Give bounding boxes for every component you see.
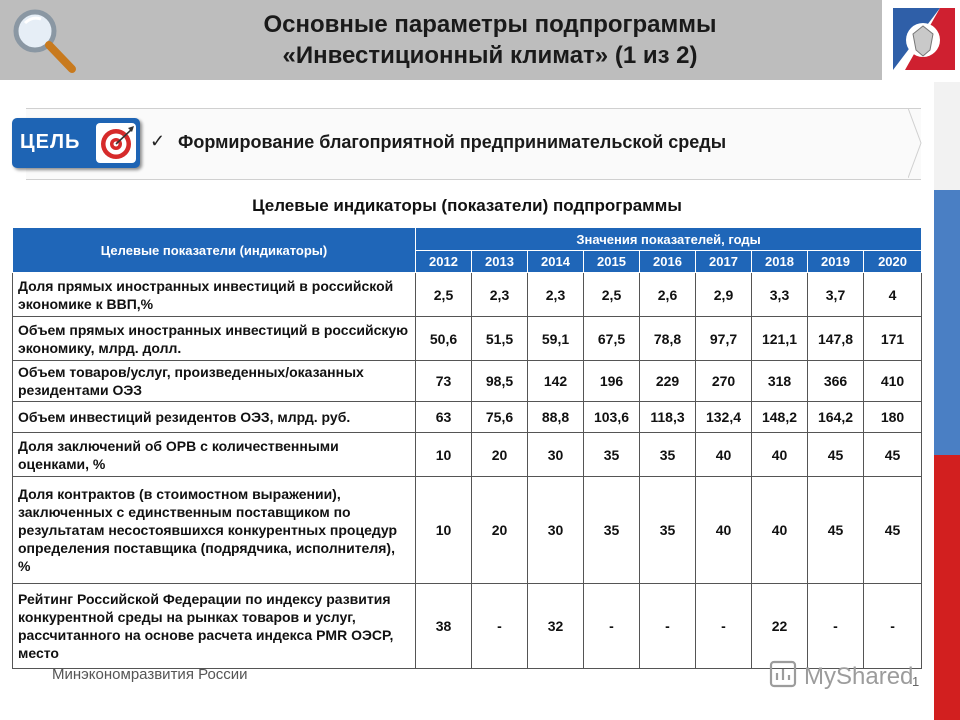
- value-cell: 75,6: [472, 402, 528, 433]
- goal-badge: [12, 118, 140, 168]
- magnifier-icon: [8, 5, 78, 75]
- indicator-label: Объем прямых иностранных инвестиций в российскую экономику, млрд. долл.: [13, 317, 416, 361]
- indicator-label: Доля заключений об ОРВ с количественными оценками, %: [13, 433, 416, 477]
- value-cell: -: [640, 584, 696, 669]
- value-cell: 20: [472, 477, 528, 584]
- year-header: 2017: [696, 251, 752, 273]
- header-bar: [0, 0, 882, 80]
- year-header: 2018: [752, 251, 808, 273]
- value-cell: 2,5: [584, 273, 640, 317]
- table-subtitle: Целевые индикаторы (показатели) подпрограммы: [252, 196, 682, 215]
- value-cell: 30: [528, 477, 584, 584]
- goal-text: Формирование благоприятной предпринимательской среды: [178, 132, 727, 152]
- value-cell: 164,2: [808, 402, 864, 433]
- year-header: 2015: [584, 251, 640, 273]
- flag-stripe-white: [934, 82, 960, 190]
- value-cell: 88,8: [528, 402, 584, 433]
- table-row: [13, 402, 922, 433]
- year-header: 2012: [416, 251, 472, 273]
- value-cell: 35: [584, 477, 640, 584]
- value-cell: 147,8: [808, 317, 864, 361]
- value-cell: 2,3: [472, 273, 528, 317]
- value-cell: 45: [864, 433, 922, 477]
- values-header: Значения показателей, годы: [416, 228, 922, 251]
- target-icon: [96, 123, 136, 163]
- year-header: 2016: [640, 251, 696, 273]
- indicator-label: Объем товаров/услуг, произведенных/оказанных резидентами ОЭЗ: [13, 361, 416, 402]
- value-cell: 270: [696, 361, 752, 402]
- title-line-1: Основные параметры подпрограммы: [263, 11, 717, 38]
- russian-emblem-icon: [885, 0, 960, 82]
- value-cell: 103,6: [584, 402, 640, 433]
- indicator-label: Объем инвестиций резидентов ОЭЗ, млрд. руб.: [13, 402, 416, 433]
- value-cell: 32: [528, 584, 584, 669]
- value-cell: -: [584, 584, 640, 669]
- value-cell: 50,6: [416, 317, 472, 361]
- flag-stripe-blue: [934, 190, 960, 455]
- value-cell: -: [472, 584, 528, 669]
- table-row: [13, 361, 922, 402]
- value-cell: 45: [808, 477, 864, 584]
- value-cell: 45: [808, 433, 864, 477]
- myshared-watermark: [768, 656, 928, 692]
- value-cell: 148,2: [752, 402, 808, 433]
- page-title: [150, 9, 830, 71]
- value-cell: 22: [752, 584, 808, 669]
- value-cell: 59,1: [528, 317, 584, 361]
- indicator-label: Доля контрактов (в стоимостном выражении), заключенных с единственным поставщиком по результатам несостоявшихся конкурентных процедур определения поставщика (подрядчика, исполнителя), %: [13, 477, 416, 584]
- value-cell: 180: [864, 402, 922, 433]
- value-cell: 118,3: [640, 402, 696, 433]
- footer-ministry: Минэкономразвития России: [52, 666, 248, 683]
- table-row: [13, 433, 922, 477]
- value-cell: -: [864, 584, 922, 669]
- value-cell: 366: [808, 361, 864, 402]
- value-cell: 2,3: [528, 273, 584, 317]
- value-cell: 410: [864, 361, 922, 402]
- year-header: 2019: [808, 251, 864, 273]
- value-cell: 40: [752, 433, 808, 477]
- value-cell: 38: [416, 584, 472, 669]
- value-cell: 30: [528, 433, 584, 477]
- goal-badge-label: ЦЕЛЬ: [20, 131, 81, 153]
- value-cell: 4: [864, 273, 922, 317]
- indicator-label: Рейтинг Российской Федерации по индексу развития конкурентной среды на рынках товаров и услуг, рассчитанного на основе расчета индекса PMR ОЭСР, место: [13, 584, 416, 669]
- value-cell: 51,5: [472, 317, 528, 361]
- check-icon: ✓: [150, 131, 166, 151]
- indicator-column-header: Целевые показатели (индикаторы): [13, 228, 416, 273]
- value-cell: 78,8: [640, 317, 696, 361]
- value-cell: 40: [752, 477, 808, 584]
- value-cell: 3,3: [752, 273, 808, 317]
- value-cell: 196: [584, 361, 640, 402]
- value-cell: -: [808, 584, 864, 669]
- table-row: [13, 317, 922, 361]
- flag-stripe-red: [934, 455, 960, 720]
- value-cell: 97,7: [696, 317, 752, 361]
- page-number: 1: [912, 674, 920, 689]
- value-cell: 73: [416, 361, 472, 402]
- value-cell: 10: [416, 433, 472, 477]
- value-cell: 2,6: [640, 273, 696, 317]
- value-cell: 2,9: [696, 273, 752, 317]
- value-cell: 40: [696, 433, 752, 477]
- year-header: 2020: [864, 251, 922, 273]
- indicators-table: [12, 227, 922, 669]
- value-cell: 45: [864, 477, 922, 584]
- value-cell: 20: [472, 433, 528, 477]
- value-cell: 229: [640, 361, 696, 402]
- table-row: [13, 273, 922, 317]
- value-cell: 35: [640, 477, 696, 584]
- title-line-2: «Инвестиционный климат» (1 из 2): [282, 42, 698, 69]
- value-cell: 35: [640, 433, 696, 477]
- value-cell: 40: [696, 477, 752, 584]
- value-cell: 67,5: [584, 317, 640, 361]
- value-cell: 3,7: [808, 273, 864, 317]
- value-cell: 35: [584, 433, 640, 477]
- value-cell: 132,4: [696, 402, 752, 433]
- value-cell: 98,5: [472, 361, 528, 402]
- value-cell: 10: [416, 477, 472, 584]
- value-cell: 171: [864, 317, 922, 361]
- goal-banner-arrow: [908, 108, 922, 178]
- value-cell: 63: [416, 402, 472, 433]
- year-header: 2014: [528, 251, 584, 273]
- value-cell: 2,5: [416, 273, 472, 317]
- value-cell: 142: [528, 361, 584, 402]
- year-header: 2013: [472, 251, 528, 273]
- table-row: [13, 477, 922, 584]
- indicator-label: Доля прямых иностранных инвестиций в российской экономике к ВВП,%: [13, 273, 416, 317]
- watermark-text: MyShared: [804, 663, 914, 690]
- value-cell: 318: [752, 361, 808, 402]
- value-cell: -: [696, 584, 752, 669]
- value-cell: 121,1: [752, 317, 808, 361]
